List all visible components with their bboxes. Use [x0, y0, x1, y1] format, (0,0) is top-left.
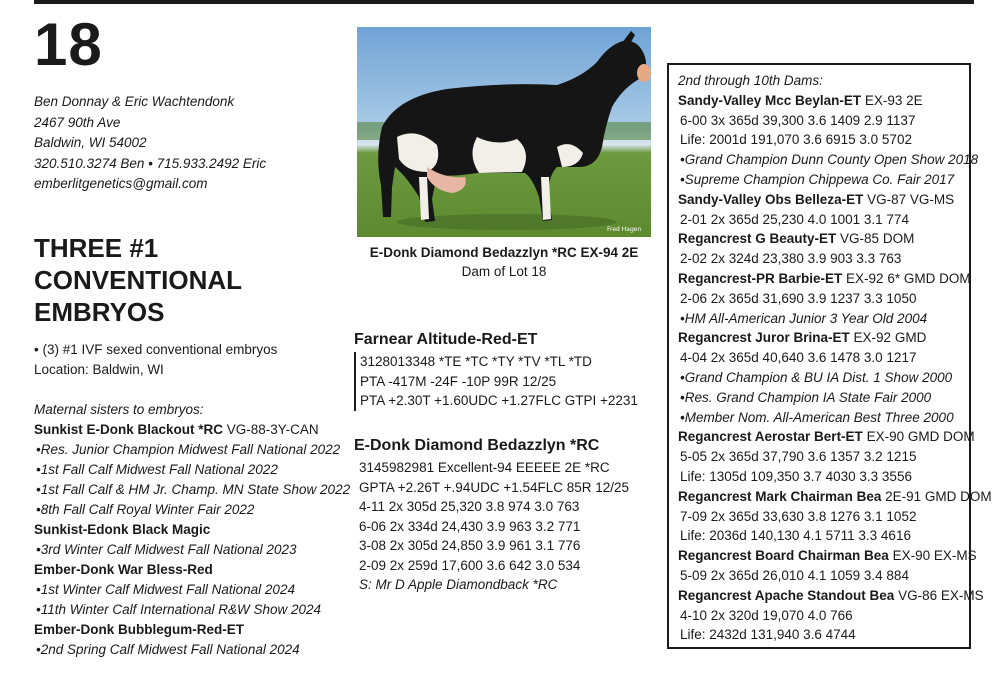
dam-sire-line: S: Mr D Apple Diamondback *RC — [359, 577, 558, 592]
sister-list — [34, 420, 354, 660]
sister-name — [34, 520, 354, 540]
sire-line: 3128013348 *TE *TC *TY *TV *TL *TD — [360, 354, 592, 369]
maternal-sisters — [34, 400, 354, 660]
consignor-contact — [34, 92, 266, 195]
sister-show-result: •1st Fall Calf & HM Jr. Champ. MN State Show 2022 — [36, 482, 351, 497]
dam-line: GPTA +2.26T +.94UDC +1.54FLC 85R 12/25 — [359, 479, 630, 495]
production-record: 7-09 2x 365d 33,630 3.8 1276 3.1 1052 — [680, 508, 917, 524]
dam-details — [354, 458, 654, 595]
sister-show-result: •1st Winter Calf Midwest Fall National 2024 — [36, 582, 295, 597]
ancestor-dam-classification: VG-87 VG-MS — [863, 191, 955, 207]
dam-line: 4-11 2x 305d 25,320 3.8 974 3.0 763 — [359, 499, 580, 514]
show-result: •Member Nom. All-American Best Three 2000 — [680, 409, 954, 425]
headline-line: THREE #1 — [34, 233, 159, 263]
ancestor-dam-name — [678, 427, 975, 447]
sister-name-text: Ember-Donk Bubblegum-Red-ET — [34, 622, 245, 637]
consignor-email[interactable]: emberlitgenetics@gmail.com — [34, 176, 208, 191]
sister-show-result: •3rd Winter Calf Midwest Fall National 2023 — [36, 542, 297, 557]
sister-show-result: •1st Fall Calf Midwest Fall National 2022 — [36, 462, 278, 477]
dam-line: 2-09 2x 259d 17,600 3.6 642 3.0 534 — [359, 557, 581, 573]
cow-photo — [357, 27, 651, 237]
sister-show-result: •8th Fall Calf Royal Winter Fair 2022 — [36, 502, 255, 517]
dam-line: 3-08 2x 305d 24,850 3.9 961 3.1 776 — [359, 538, 581, 553]
production-record: Life: 2001d 191,070 3.6 6915 3.0 5702 — [680, 132, 912, 148]
ancestor-dam-classification: EX-92 GMD — [849, 330, 927, 346]
ancestor-dam-entry — [678, 586, 984, 645]
production-record: 5-09 2x 365d 26,010 4.1 1059 3.4 884 — [680, 567, 909, 583]
sister-entry — [34, 520, 354, 560]
sister-name-text: Sunkist-Edonk Black Magic — [34, 522, 211, 537]
ancestor-dam-entry — [678, 487, 992, 546]
holstein-cow-image — [357, 27, 651, 237]
ancestor-dam-name-text: Regancrest Board Chairman Bea — [678, 548, 889, 564]
sire-details — [354, 352, 654, 411]
ancestor-dam-name — [678, 586, 984, 606]
production-record: 2-01 2x 365d 25,230 4.0 1001 3.1 774 — [680, 211, 909, 227]
caption-title: E-Donk Diamond Bedazzlyn *RC EX-94 2E — [369, 245, 639, 260]
ancestor-dam-entry — [678, 91, 979, 190]
production-record: 2-06 2x 365d 31,690 3.9 1237 3.3 1050 — [680, 290, 917, 306]
sister-name — [34, 420, 354, 440]
sister-entry — [34, 420, 354, 520]
ancestor-dam-classification: VG-86 EX-MS — [894, 587, 984, 603]
production-record: 5-05 2x 365d 37,790 3.6 1357 3.2 1215 — [680, 449, 917, 465]
ancestor-dam-classification: EX-90 GMD DOM — [862, 429, 975, 445]
sister-name — [34, 620, 354, 640]
ancestor-dam-name-text: Regancrest Juror Brina-ET — [678, 330, 850, 346]
headline-line: CONVENTIONAL — [34, 265, 242, 295]
sire-line: PTA -417M -24F -10P 99R 12/25 — [360, 373, 557, 389]
ancestor-dam-name — [678, 546, 977, 566]
ancestor-dam-name-text: Regancrest G Beauty-ET — [678, 231, 837, 247]
ancestor-dam-name-text: Regancrest Mark Chairman Bea — [678, 488, 882, 504]
lot-number: 18 — [34, 11, 103, 78]
production-record: 6-00 3x 365d 39,300 3.6 1409 2.9 1137 — [680, 112, 916, 128]
offer-location: Location: Baldwin, WI — [34, 362, 164, 377]
ancestor-dam-name-text: Sandy-Valley Obs Belleza-ET — [678, 191, 864, 207]
headline-line: EMBRYOS — [34, 297, 165, 327]
show-result: •Grand Champion & BU IA Dist. 1 Show 2000 — [680, 369, 953, 385]
dam-line: 6-06 2x 334d 24,430 3.9 963 3.2 771 — [359, 518, 581, 534]
dam-name: E-Donk Diamond Bedazzlyn *RC — [354, 437, 600, 454]
dams-list — [678, 91, 992, 645]
production-record: 2-02 2x 324d 23,380 3.9 903 3.3 763 — [680, 251, 902, 267]
production-record: Life: 2036d 140,130 4.1 5711 3.3 4616 — [680, 528, 911, 544]
maternal-intro: Maternal sisters to embryos: — [34, 402, 204, 417]
show-result: •Grand Champion Dunn County Open Show 2018 — [680, 152, 979, 168]
sire-block — [354, 330, 654, 411]
sister-classification: VG-88-3Y-CAN — [223, 422, 319, 437]
ancestor-dam-classification: VG-85 DOM — [836, 231, 915, 247]
show-result: •Supreme Champion Chippewa Co. Fair 2017 — [680, 171, 955, 187]
consignor-names: Ben Donnay & Eric Wachtendonk — [34, 94, 235, 109]
ancestor-dam-entry — [678, 190, 969, 230]
dam-block — [354, 436, 654, 595]
ancestor-dam-name-text: Sandy-Valley Mcc Beylan-ET — [678, 92, 862, 108]
ancestor-dam-name — [678, 328, 969, 348]
show-result: •HM All-American Junior 3 Year Old 2004 — [680, 310, 928, 326]
production-record: 4-04 2x 365d 40,640 3.6 1478 3.0 1217 — [680, 350, 917, 366]
ancestor-dam-classification: EX-92 6* GMD DOM — [842, 270, 971, 286]
pedigree-dams-box — [667, 63, 992, 649]
production-record: Life: 1305d 109,350 3.7 4030 3.3 3556 — [680, 468, 912, 484]
ancestor-dam-name — [678, 487, 992, 507]
offer-details — [34, 340, 277, 380]
sister-entry — [34, 560, 354, 620]
ancestor-dam-classification: EX-90 EX-MS — [888, 548, 977, 564]
caption-subtitle: Dam of Lot 18 — [461, 264, 547, 279]
ancestor-dam-entry — [678, 546, 977, 586]
sister-name-text: Ember-Donk War Bless-Red — [34, 562, 213, 577]
ancestor-dam-name — [678, 269, 969, 289]
show-result: •Res. Grand Champion IA State Fair 2000 — [680, 389, 932, 405]
ancestor-dam-classification: EX-93 2E — [861, 92, 923, 108]
ancestor-dam-classification: 2E-91 GMD DOM — [881, 488, 992, 504]
dam-line: 3145982981 Excellent-94 EEEEE 2E *RC — [359, 460, 610, 475]
sire-name: Farnear Altitude-Red-ET — [354, 331, 538, 348]
ancestor-dam-entry — [678, 328, 969, 427]
ancestor-dam-name-text: Regancrest Apache Standout Bea — [678, 587, 895, 603]
sister-show-result: •11th Winter Calf International R&W Show 2024 — [36, 602, 321, 617]
consignor-address: 2467 90th Ave — [34, 114, 121, 130]
sister-show-result: •2nd Spring Calf Midwest Fall National 2024 — [36, 642, 300, 657]
consignor-city: Baldwin, WI 54002 — [34, 135, 147, 150]
sister-entry — [34, 620, 354, 660]
sister-name-text: Sunkist E-Donk Blackout *RC — [34, 422, 224, 437]
ancestor-dam-name-text: Regancrest Aerostar Bert-ET — [678, 429, 863, 445]
offer-detail: • (3) #1 IVF sexed conventional embryos — [34, 342, 278, 357]
sire-line: PTA +2.30T +1.60UDC +1.27FLC GTPI +2231 — [360, 393, 638, 408]
lot-headline — [34, 232, 242, 328]
ancestor-dam-entry — [678, 229, 969, 269]
production-record: 4-10 2x 320d 19,070 4.0 766 — [680, 607, 853, 623]
sister-name — [34, 560, 354, 580]
sister-show-result: •Res. Junior Champion Midwest Fall National 2022 — [36, 442, 341, 457]
ancestor-dam-name — [678, 229, 969, 249]
ancestor-dam-name — [678, 190, 969, 210]
dams-header: 2nd through 10th Dams: — [678, 73, 823, 88]
photo-credit: Fred Hagen — [607, 226, 642, 233]
top-rule — [34, 0, 974, 4]
photo-caption — [357, 243, 651, 281]
ancestor-dam-entry — [678, 427, 975, 486]
production-record: Life: 2432d 131,940 3.6 4744 — [680, 627, 856, 643]
ancestor-dam-name-text: Regancrest-PR Barbie-ET — [678, 270, 843, 286]
ancestor-dam-name — [678, 91, 969, 111]
consignor-phones: 320.510.3274 Ben • 715.933.2492 Eric — [34, 155, 267, 171]
ancestor-dam-entry — [678, 269, 969, 328]
